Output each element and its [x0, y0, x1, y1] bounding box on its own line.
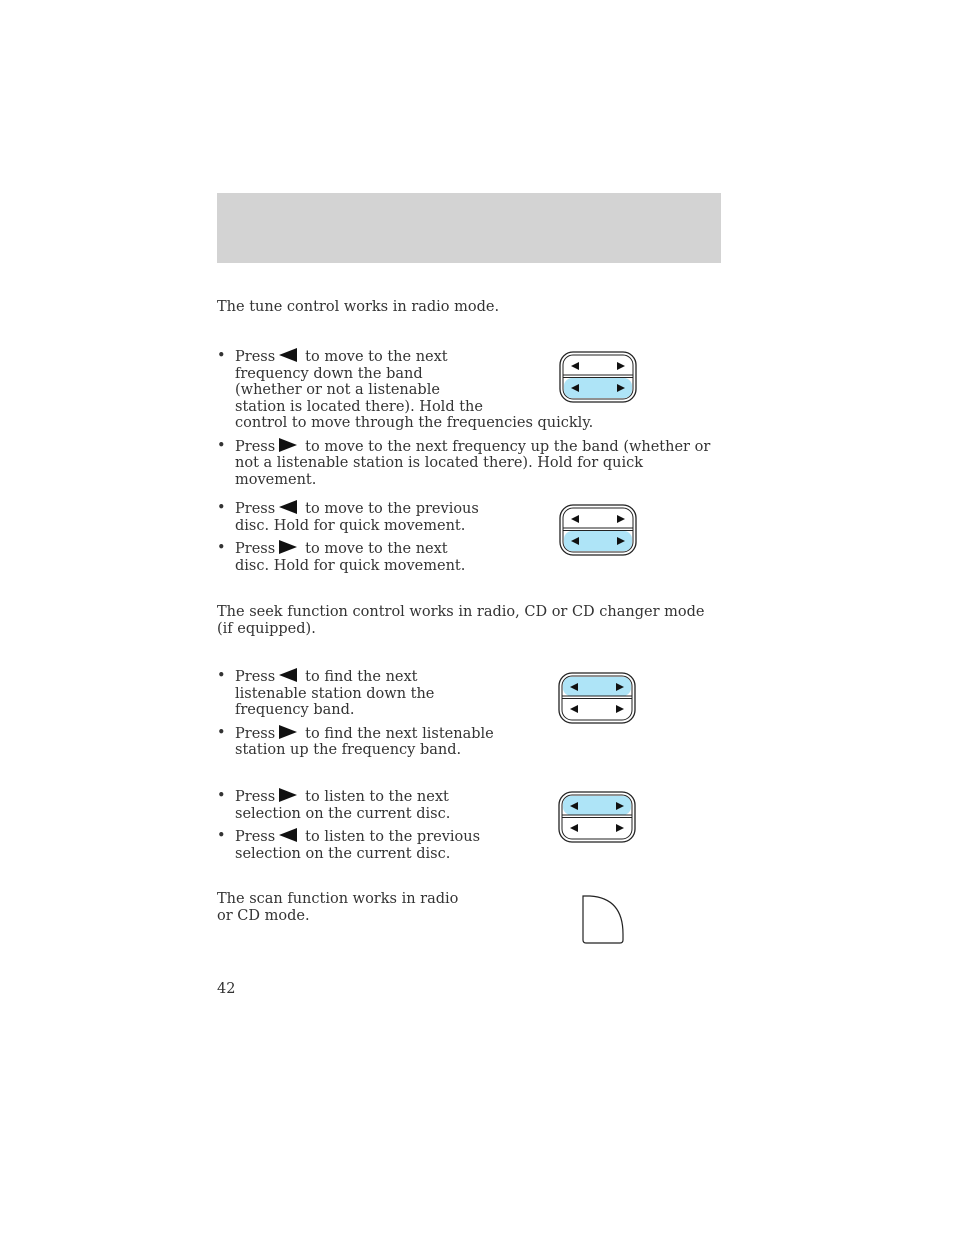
arrow-left-icon — [279, 828, 297, 842]
seek-cd-list — [217, 788, 485, 862]
list-item — [217, 788, 475, 822]
rocker-switch-icon — [558, 791, 636, 843]
seek-radio-list — [217, 668, 535, 759]
page-number: 42 — [217, 981, 236, 997]
tune-list — [217, 348, 717, 488]
tune-intro: The tune control works in radio mode. — [217, 299, 500, 315]
bullet-text: to listen to the previous selection on the current disc. — [235, 829, 481, 862]
bullet-text: to move to the previous disc. Hold for quick movement. — [235, 501, 479, 534]
list-item — [217, 540, 475, 574]
rocker-switch-icon — [559, 351, 637, 403]
bullet-text-line: station is located there). Hold the — [235, 398, 483, 415]
arrow-right-icon — [279, 788, 297, 802]
section-header-band — [217, 193, 721, 263]
bullet-text-line: control to move through the frequencies quickly. — [235, 415, 594, 431]
arrow-left-icon — [279, 668, 297, 682]
list-item — [217, 725, 535, 759]
bullet-text-line: (whether or not a listenable — [235, 382, 440, 398]
disc-list — [217, 500, 485, 574]
press-label: Press — [235, 501, 276, 517]
scan-button-icon — [580, 894, 628, 946]
bullet-text: to move to the next frequency up the band (whether or not a listenable station is located there). Hold for quick movement. — [235, 438, 711, 488]
press-label: Press — [235, 541, 276, 557]
list-item — [217, 668, 445, 719]
arrow-right-icon — [279, 725, 297, 739]
press-label: Press — [235, 725, 276, 742]
press-label: Press — [235, 438, 276, 455]
bullet-text-line: to move to the next — [305, 349, 448, 365]
bullet-text: to find the next listenable station down the frequency band. — [235, 669, 435, 718]
list-item — [217, 438, 717, 489]
arrow-left-icon — [279, 348, 297, 362]
press-label: Press — [235, 789, 276, 805]
arrow-right-icon — [279, 540, 297, 554]
bullet-text-line: frequency down the band — [235, 365, 423, 382]
scan-intro: The scan function works in radio or CD mode. — [217, 891, 459, 924]
list-item — [217, 500, 485, 534]
arrow-left-icon — [279, 500, 297, 514]
bullet-text: to move to the next disc. Hold for quick movement. — [235, 541, 466, 574]
arrow-right-icon — [279, 438, 297, 452]
rocker-switch-icon — [558, 672, 636, 724]
bullet-text: to listen to the next selection on the current disc. — [235, 789, 451, 822]
seek-intro: The seek function control works in radio, CD or CD changer mode (if equipped). — [217, 604, 705, 637]
list-item — [217, 348, 717, 432]
rocker-switch-icon — [559, 504, 637, 556]
press-label: Press — [235, 669, 276, 685]
press-label: Press — [235, 829, 276, 845]
list-item — [217, 828, 485, 862]
bullet-text: to find the next listenable station up the frequency band. — [235, 725, 494, 758]
press-label: Press — [235, 349, 276, 365]
